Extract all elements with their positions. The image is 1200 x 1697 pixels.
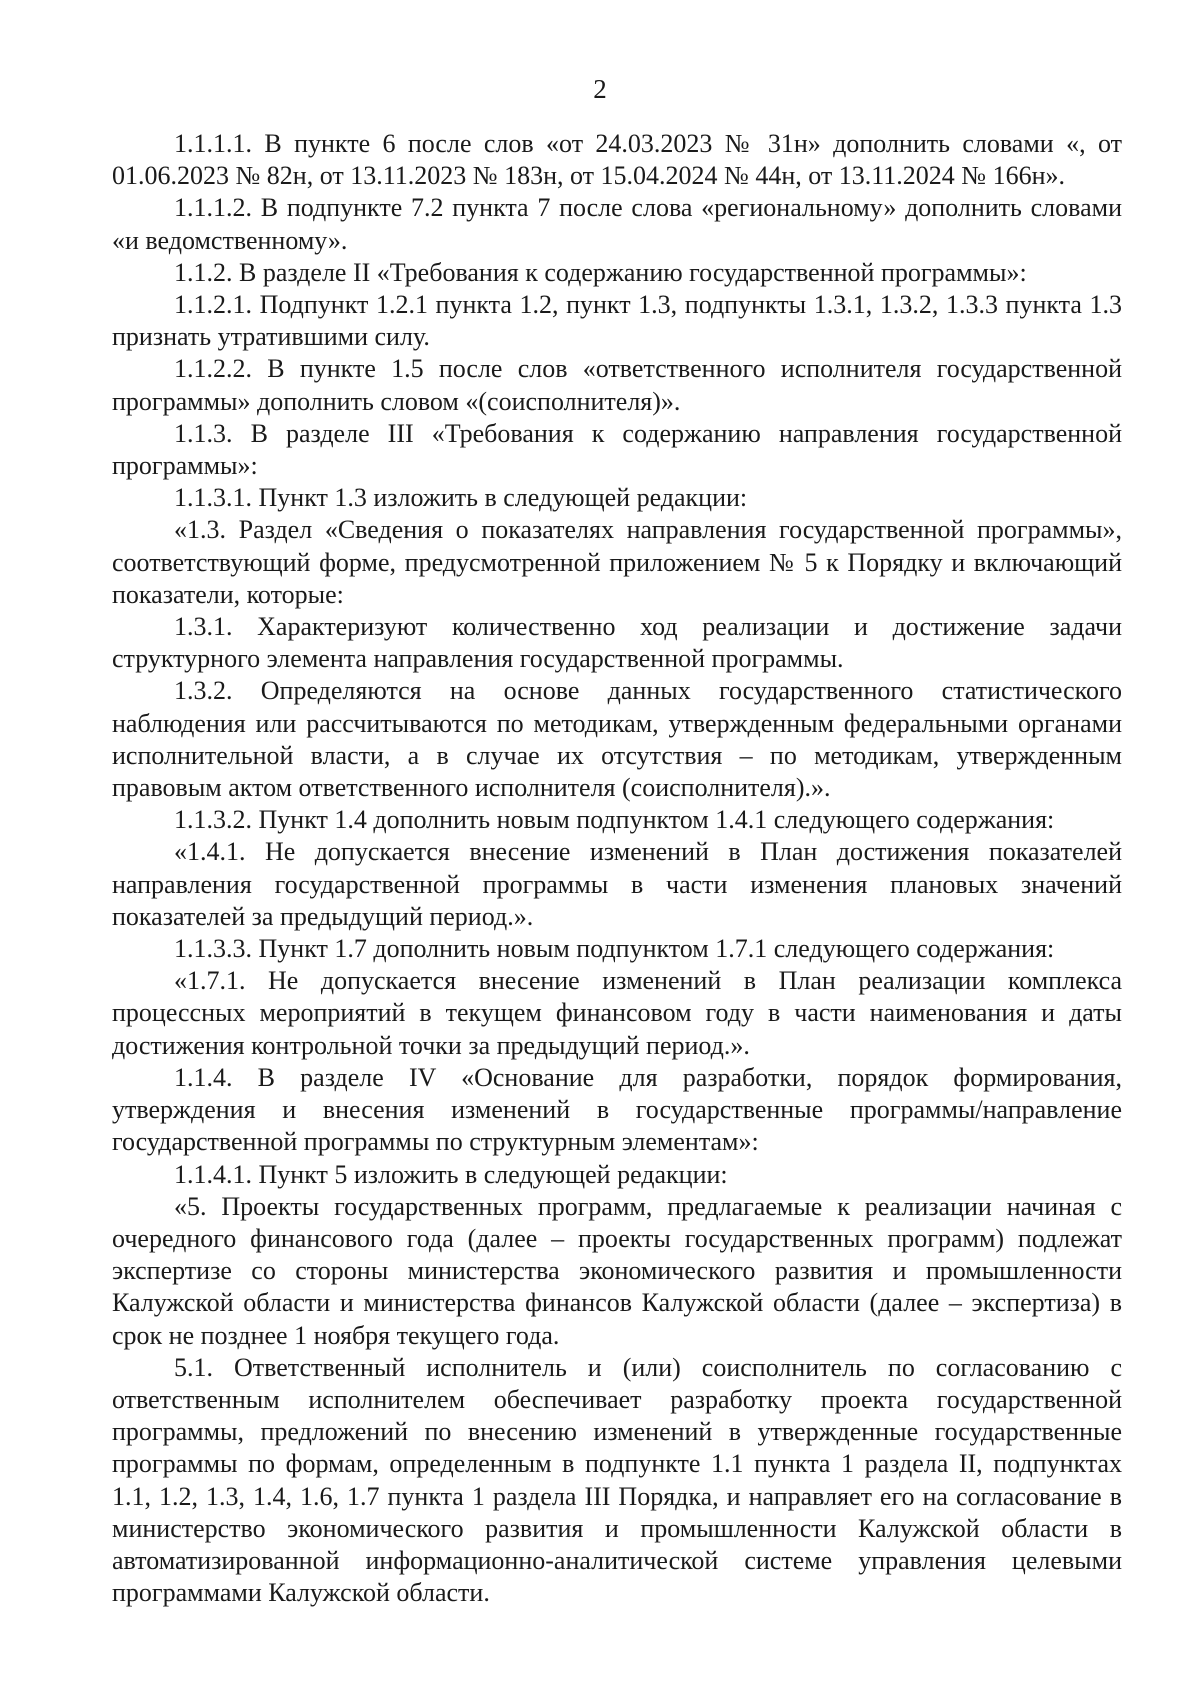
document-body [112, 128, 1122, 1609]
paragraph: 1.1.4. В разделе IV «Основание для разработки, порядок формирования, утверждения и внесения изменений в государственные программы/направление государственной программы по структурным элементам»: [112, 1062, 1122, 1157]
paragraph: 1.3.1. Характеризуют количественно ход реализации и достижение задачи структурного элемента направления государственной программы. [112, 612, 1122, 674]
paragraph: 1.1.3.3. Пункт 1.7 дополнить новым подпунктом 1.7.1 следующего содержания: [174, 934, 1055, 964]
paragraph: «5. Проекты государственных программ, предлагаемые к реализации начиная с очередного финансового года (далее – проекты государственных программ) подлежат экспертизе со стороны министерства экономического развития и промышленности Калужской области и министерства финансов Калужской области (далее – экспертиза) в срок не позднее 1 ноября текущего года. [112, 1191, 1122, 1350]
paragraph: «1.4.1. Не допускается внесение изменений в План достижения показателей направления государственной программы в части изменения плановых значений показателей за предыдущий период.». [112, 837, 1122, 931]
paragraph: «1.3. Раздел «Сведения о показателях направления государственной программы», соответствующий форме, предусмотренной приложением № 5 к Порядку и включающий показатели, которые: [112, 515, 1122, 609]
paragraph: 1.1.3. В разделе III «Требования к содержанию направления государственной программы»: [112, 418, 1122, 481]
page-number: 2 [593, 74, 607, 104]
paragraph: 1.1.3.1. Пункт 1.3 изложить в следующей редакции: [174, 483, 748, 513]
paragraph: 1.1.2. В разделе II «Требования к содержанию государственной программы»: [174, 257, 1027, 287]
paragraph: 1.3.2. Определяются на основе данных государственного статистического наблюдения или рассчитываются по методикам, утвержденным федеральными органами исполнительной власти, а в случае их отсутствия – по методикам, утвержденным правовым актом ответственного исполнителя (соисполнителя).». [112, 676, 1122, 803]
paragraph: «1.7.1. Не допускается внесение изменений в План реализации комплекса процессных мероприятий в текущем финансовом году в части наименования и даты достижения контрольной точки за предыдущий период.». [112, 966, 1122, 1060]
paragraph: 1.1.1.2. В подпункте 7.2 пункта 7 после слова «региональному» дополнить словами «и ведомственному». [112, 193, 1122, 255]
paragraph: 1.1.2.2. В пункте 1.5 после слов «ответственного исполнителя государственной программы» дополнить словом «(соисполнителя)». [112, 354, 1122, 416]
paragraph: 1.1.1.1. В пункте 6 после слов «от 24.03.2023 № 31н» дополнить словами «, от 01.06.2023 № 82н, от 13.11.2023 № 183н, от 15.04.2024 № 44н, от 13.11.2024 № 166н». [112, 129, 1122, 191]
paragraph: 1.1.2.1. Подпункт 1.2.1 пункта 1.2, пункт 1.3, подпункты 1.3.1, 1.3.2, 1.3.3 пункта 1.3 признать утратившими силу. [112, 290, 1122, 352]
paragraph: 1.1.4.1. Пункт 5 изложить в следующей редакции: [174, 1159, 728, 1189]
paragraph: 5.1. Ответственный исполнитель и (или) соисполнитель по согласованию с ответственным исполнителем обеспечивает разработку проекта государственной программы, предложений по внесению изменений в утвержденные государственные программы по формам, определенным в подпункте 1.1 пункта 1 раздела II, подпунктах 1.1, 1.2, 1.3, 1.4, 1.6, 1.7 пункта 1 раздела III Порядка, и направляет его на согласование в министерство экономического развития и промышленности Калужской области в автоматизированной информационно-аналитической системе управления целевыми программами Калужской области. [112, 1352, 1122, 1608]
paragraph: 1.1.3.2. Пункт 1.4 дополнить новым подпунктом 1.4.1 следующего содержания: [174, 805, 1055, 835]
